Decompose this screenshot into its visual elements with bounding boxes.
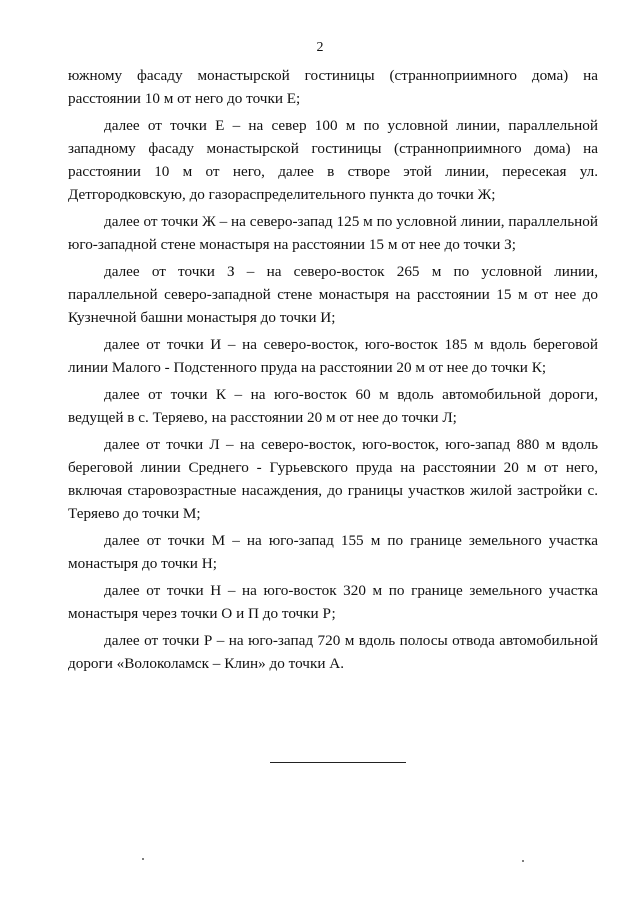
paragraph-4: далее от точки З – на северо-восток 265 м по условной линии, параллельной северо-западной стене монастыря на расстоянии 15 м от нее до Кузнечной башни монастыря до точки И; xyxy=(68,263,598,326)
paragraph-9: далее от точки Н – на юго-восток 320 м по границе земельного участка монастыря через точки О и П до точки Р; xyxy=(68,582,598,622)
document-body xyxy=(68,64,598,679)
paragraph-5: далее от точки И – на северо-восток, юго-восток 185 м вдоль береговой линии Малого - Подстенного пруда на расстоянии 20 м от нее до точки К; xyxy=(68,336,598,376)
scan-speck xyxy=(142,858,144,860)
paragraph-8: далее от точки М – на юго-запад 155 м по границе земельного участка монастыря до точки Н; xyxy=(68,532,598,572)
paragraph-6: далее от точки К – на юго-восток 60 м вдоль автомобильной дороги, ведущей в с. Теряево, на расстоянии 20 м от нее до точки Л; xyxy=(68,386,598,426)
closing-rule xyxy=(270,762,406,763)
paragraph-3: далее от точки Ж – на северо-запад 125 м по условной линии, параллельной юго-западной стене монастыря на расстоянии 15 м от нее до точки З; xyxy=(68,213,598,253)
paragraph-2: далее от точки Е – на север 100 м по условной линии, параллельной западному фасаду монастырской гостиницы (странноприимного дома) на расстоянии 10 м от него, далее в створе этой линии, пересекая ул. Детгородковскую, до газораспределительного пункта до точки Ж; xyxy=(68,117,598,203)
paragraph-1: южному фасаду монастырской гостиницы (странноприимного дома) на расстоянии 10 м от него до точки Е; xyxy=(68,67,598,107)
paragraph-10: далее от точки Р – на юго-запад 720 м вдоль полосы отвода автомобильной дороги «Волоколамск – Клин» до точки А. xyxy=(68,632,598,672)
page-number: 2 xyxy=(316,40,324,55)
scan-speck xyxy=(522,860,524,862)
paragraph-7: далее от точки Л – на северо-восток, юго-восток, юго-запад 880 м вдоль береговой линии Среднего - Гурьевского пруда на расстоянии 20 м от него, включая старовозрастные насаждения, до границы участков жилой застройки с. Теряево до точки М; xyxy=(68,436,598,522)
